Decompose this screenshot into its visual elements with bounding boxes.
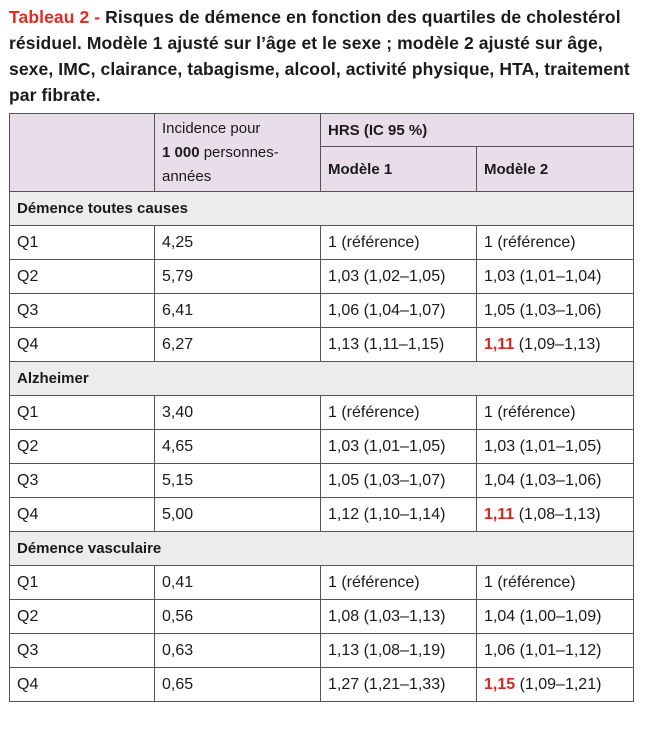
quartile-cell: Q2 — [10, 430, 155, 464]
incidence-cell: 0,56 — [155, 600, 321, 634]
model2-value: 1,04 (1,00–1,09) — [484, 607, 602, 625]
incidence-cell: 0,65 — [155, 668, 321, 702]
table-row — [10, 634, 634, 668]
incidence-cell: 5,79 — [155, 260, 321, 294]
section-title: Démence vasculaire — [10, 532, 634, 566]
model2-cell — [477, 498, 634, 532]
model2-cell — [477, 260, 634, 294]
model2-cell — [477, 668, 634, 702]
quartile-cell: Q1 — [10, 566, 155, 600]
empty-header-cell — [10, 114, 155, 192]
section-title: Alzheimer — [10, 362, 634, 396]
table-row — [10, 396, 634, 430]
model2-cell — [477, 464, 634, 498]
section-row — [10, 532, 634, 566]
incidence-header-line2: personnes- — [199, 143, 279, 161]
quartile-cell: Q1 — [10, 226, 155, 260]
table-row — [10, 566, 634, 600]
model2-value: (1,09–1,13) — [514, 335, 601, 353]
table-caption — [9, 4, 644, 108]
table-row — [10, 600, 634, 634]
incidence-cell: 3,40 — [155, 396, 321, 430]
model2-value: 1,06 (1,01–1,12) — [484, 641, 602, 659]
model1-cell: 1,13 (1,08–1,19) — [321, 634, 477, 668]
quartile-cell: Q4 — [10, 498, 155, 532]
model2-cell — [477, 226, 634, 260]
incidence-cell: 0,41 — [155, 566, 321, 600]
incidence-cell: 5,15 — [155, 464, 321, 498]
section-title: Démence toutes causes — [10, 192, 634, 226]
model2-header: Modèle 2 — [477, 147, 634, 192]
table-row — [10, 294, 634, 328]
incidence-cell: 4,25 — [155, 226, 321, 260]
table-row — [10, 498, 634, 532]
model1-cell: 1,05 (1,03–1,07) — [321, 464, 477, 498]
quartile-cell: Q2 — [10, 260, 155, 294]
incidence-header-number: 1 000 — [162, 143, 200, 161]
model1-header: Modèle 1 — [321, 147, 477, 192]
model1-cell: 1,08 (1,03–1,13) — [321, 600, 477, 634]
model1-cell: 1,13 (1,11–1,15) — [321, 328, 477, 362]
incidence-cell: 4,65 — [155, 430, 321, 464]
model2-highlight-value: 1,11 — [484, 505, 515, 523]
incidence-header — [155, 114, 321, 192]
quartile-cell: Q3 — [10, 464, 155, 498]
table-row — [10, 328, 634, 362]
table-body — [10, 192, 634, 702]
table-row — [10, 430, 634, 464]
incidence-cell: 0,63 — [155, 634, 321, 668]
section-row — [10, 192, 634, 226]
model2-value: 1,04 (1,03–1,06) — [484, 471, 602, 489]
model1-cell: 1,06 (1,04–1,07) — [321, 294, 477, 328]
table-caption-text: Risques de démence en fonction des quartiles de cholestérol résiduel. Modèle 1 ajusté sur l’âge et le sexe ; modèle 2 ajusté sur âge, sexe, IMC, clairance, tabagisme, alcool, activité physique, HTA, traitement par fibrate. — [9, 7, 630, 105]
section-row — [10, 362, 634, 396]
model2-cell — [477, 430, 634, 464]
table-row — [10, 226, 634, 260]
model2-cell — [477, 294, 634, 328]
model2-value: 1,05 (1,03–1,06) — [484, 301, 602, 319]
model2-value: 1 (référence) — [484, 403, 576, 421]
model2-value: 1,03 (1,01–1,04) — [484, 267, 602, 285]
incidence-header-line3: années — [162, 167, 212, 185]
table-label: Tableau 2 - — [9, 7, 101, 27]
incidence-cell: 6,41 — [155, 294, 321, 328]
model1-cell: 1,03 (1,02–1,05) — [321, 260, 477, 294]
table-row — [10, 668, 634, 702]
model2-cell — [477, 328, 634, 362]
quartile-cell: Q4 — [10, 328, 155, 362]
model2-highlight-value: 1,15 — [484, 675, 516, 693]
model2-value: 1 (référence) — [484, 573, 576, 591]
model2-value: 1 (référence) — [484, 233, 576, 251]
model1-cell: 1,27 (1,21–1,33) — [321, 668, 477, 702]
model2-highlight-value: 1,11 — [484, 335, 515, 353]
model2-cell — [477, 634, 634, 668]
quartile-cell: Q1 — [10, 396, 155, 430]
model1-cell: 1 (référence) — [321, 396, 477, 430]
model2-cell — [477, 566, 634, 600]
quartile-cell: Q3 — [10, 294, 155, 328]
model1-cell: 1 (référence) — [321, 226, 477, 260]
table-row — [10, 260, 634, 294]
model2-value: (1,09–1,21) — [515, 675, 602, 693]
incidence-cell: 5,00 — [155, 498, 321, 532]
model1-cell: 1 (référence) — [321, 566, 477, 600]
model2-cell — [477, 600, 634, 634]
quartile-cell: Q4 — [10, 668, 155, 702]
model1-cell: 1,03 (1,01–1,05) — [321, 430, 477, 464]
incidence-cell: 6,27 — [155, 328, 321, 362]
model2-cell — [477, 396, 634, 430]
dementia-risk-table — [9, 113, 634, 702]
quartile-cell: Q3 — [10, 634, 155, 668]
table-row — [10, 464, 634, 498]
quartile-cell: Q2 — [10, 600, 155, 634]
model1-cell: 1,12 (1,10–1,14) — [321, 498, 477, 532]
hrs-header: HRS (IC 95 %) — [321, 114, 634, 147]
model2-value: (1,08–1,13) — [514, 505, 601, 523]
incidence-header-line1: Incidence pour — [162, 119, 261, 137]
model2-value: 1,03 (1,01–1,05) — [484, 437, 602, 455]
